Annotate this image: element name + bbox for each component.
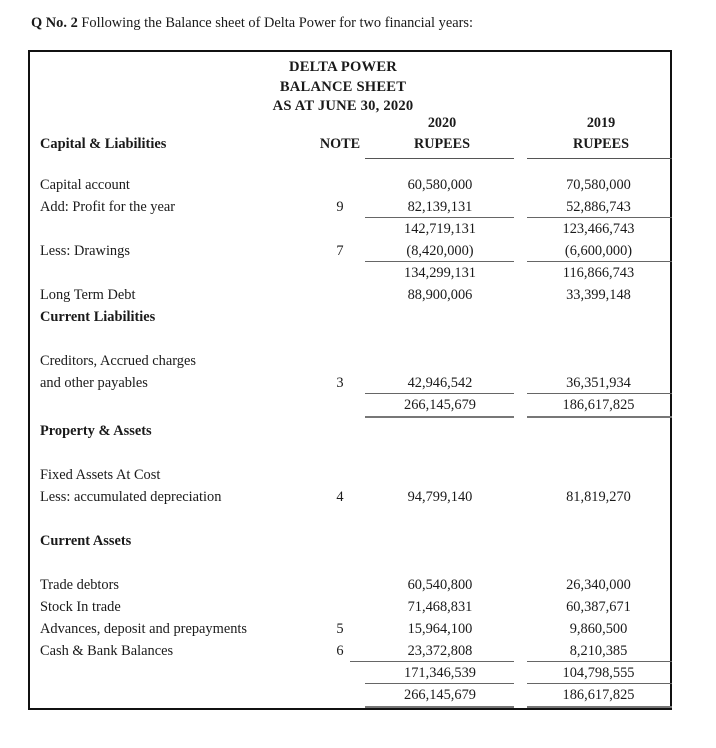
subtotal-rule-drawings-2020: [365, 261, 514, 262]
balance-sheet-table: [28, 50, 672, 710]
row-note-number: 9: [336, 199, 344, 215]
row-amount-2020: 42,946,542: [407, 375, 473, 391]
column-header-year-2020: 2020: [427, 115, 457, 131]
row-label: and other payables: [40, 375, 148, 391]
row-amount-2020: 23,372,808: [407, 643, 473, 659]
section-heading: Current Assets: [40, 533, 132, 549]
row-note-number: 3: [336, 375, 344, 391]
column-header-note: NOTE: [319, 136, 361, 152]
row-amount-2020: 88,900,006: [407, 287, 473, 303]
column-header-rupees-2019: RUPEES: [573, 136, 629, 152]
table-row: [30, 420, 670, 442]
table-row: [30, 464, 670, 486]
subtotal-rule-current-2019: [527, 683, 672, 684]
table-row: [30, 372, 670, 394]
column-header-capital-liabilities: Capital & Liabilities: [40, 136, 167, 152]
subtotal-rule-assets-2019: [527, 661, 672, 662]
row-amount-2019: 116,866,743: [562, 265, 635, 281]
subtotal-rule-creditors-2019: [527, 393, 672, 394]
table-row: [30, 618, 670, 640]
sheet-title-block: [30, 58, 656, 117]
total-rule-liabilities-2020: [365, 416, 514, 418]
row-amount-2020: 266,145,679: [404, 687, 476, 703]
row-note-number: 5: [336, 621, 344, 637]
table-row: [30, 530, 670, 552]
row-label: Cash & Bank Balances: [40, 643, 174, 659]
row-label: Fixed Assets At Cost: [40, 467, 161, 483]
table-row: [30, 240, 670, 262]
table-row: [30, 174, 670, 196]
subtotal-rule-capital-2019: [527, 217, 672, 218]
row-amount-2019: (6,600,000): [564, 243, 633, 259]
row-label: Add: Profit for the year: [40, 199, 176, 215]
row-amount-2019: 52,886,743: [566, 199, 631, 215]
column-header-rupees-2020: RUPEES: [414, 136, 470, 152]
row-amount-2019: 81,819,270: [566, 489, 631, 505]
table-row: [30, 196, 670, 218]
table-row: [30, 262, 670, 284]
subtotal-rule-capital-2020: [365, 217, 514, 218]
row-amount-2020: 82,139,131: [407, 199, 473, 215]
row-amount-2019: 186,617,825: [562, 397, 635, 413]
row-label: Less: Drawings: [40, 243, 130, 259]
row-amount-2020: 60,540,800: [407, 577, 473, 593]
row-amount-2019: 186,617,825: [562, 687, 635, 703]
row-label: Advances, deposit and prepayments: [40, 621, 248, 637]
subtotal-rule-creditors-2020: [365, 393, 514, 394]
subtotal-rule-assets-2020: [350, 661, 514, 662]
row-amount-2020: 15,964,100: [407, 621, 473, 637]
total-rule-assets-2020: [365, 706, 514, 708]
statement-date: AS AT JUNE 30, 2020: [272, 98, 414, 114]
row-amount-2020: 71,468,831: [407, 599, 473, 615]
row-label: Trade debtors: [40, 577, 120, 593]
company-name: DELTA POWER: [288, 59, 398, 75]
table-row: [30, 284, 670, 306]
row-label: Capital account: [40, 177, 130, 193]
row-amount-2019: 36,351,934: [566, 375, 631, 391]
row-amount-2019: 9,860,500: [569, 621, 628, 637]
row-amount-2019: 33,399,148: [566, 287, 631, 303]
table-row: [30, 350, 670, 372]
row-note-number: 4: [336, 489, 344, 505]
total-rule-liabilities-2019: [527, 416, 672, 418]
table-row: [30, 596, 670, 618]
section-heading: Current Liabilities: [40, 309, 156, 325]
row-amount-2019: 104,798,555: [562, 665, 635, 681]
row-amount-2020: 266,145,679: [404, 397, 476, 413]
row-amount-2019: 123,466,743: [562, 221, 635, 237]
row-amount-2019: 70,580,000: [566, 177, 631, 193]
question-text: Following the Balance sheet of Delta Power for two financial years:: [77, 15, 474, 31]
row-amount-2020: 60,580,000: [407, 177, 473, 193]
total-rule-assets-2019: [527, 706, 672, 708]
table-row: [30, 684, 670, 706]
table-row: [30, 306, 670, 328]
subtotal-rule-current-2020: [365, 683, 514, 684]
statement-name: BALANCE SHEET: [279, 78, 407, 95]
row-amount-2019: 60,387,671: [566, 599, 631, 615]
table-row: [30, 218, 670, 240]
table-row: [30, 394, 670, 416]
row-note-number: 7: [336, 243, 344, 259]
subtotal-rule-drawings-2019: [527, 261, 672, 262]
question-number: Q No. 2: [31, 15, 78, 31]
table-row: [30, 662, 670, 684]
row-label: Stock In trade: [40, 599, 121, 615]
row-note-number: 6: [336, 643, 344, 659]
row-amount-2019: 26,340,000: [566, 577, 631, 593]
row-amount-2019: 8,210,385: [569, 643, 628, 659]
row-label: Less: accumulated depreciation: [40, 489, 222, 505]
row-amount-2020: 94,799,140: [407, 489, 473, 505]
row-label: Creditors, Accrued charges: [40, 353, 196, 369]
table-row: [30, 640, 670, 662]
question-line: [31, 14, 473, 32]
table-row: [30, 574, 670, 596]
row-amount-2020: 134,299,131: [404, 265, 476, 281]
section-heading: Property & Assets: [40, 423, 152, 439]
header-rule-2020: [365, 158, 514, 159]
header-rule-2019: [527, 158, 672, 159]
row-amount-2020: (8,420,000): [406, 243, 474, 259]
table-row: [30, 486, 670, 508]
column-header-year-2019: 2019: [586, 115, 616, 131]
row-label: Long Term Debt: [40, 287, 136, 303]
row-amount-2020: 142,719,131: [404, 221, 476, 237]
row-amount-2020: 171,346,539: [404, 665, 476, 681]
